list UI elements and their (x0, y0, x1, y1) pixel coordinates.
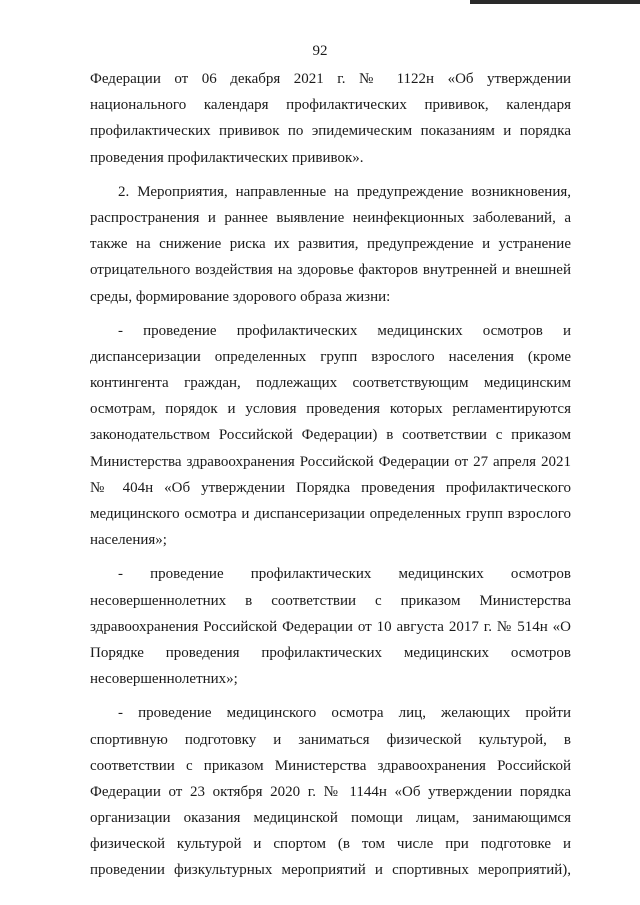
text-line: распространения и раннее выявление неинфекционных заболеваний, а (90, 209, 571, 226)
text-line: Порядке проведения профилактических медицинских осмотров (90, 644, 571, 661)
text-line: несовершеннолетних в соответствии с приказом Министерства (90, 592, 571, 609)
text-line: медицинского осмотра и диспансеризации определенных групп взрослого (90, 506, 571, 522)
text-line: - проведение медицинского осмотра лиц, желающих пройти (118, 705, 571, 722)
text-line: Федерации от 23 октября 2020 г. № 1144н «Об утверждении порядка (90, 783, 571, 800)
paragraph (90, 561, 571, 692)
text-line: осмотрам, порядок и условия проведения которых регламентируются (90, 401, 571, 418)
text-line: Федерации от 06 декабря 2021 г. № 1122н «Об утверждении (90, 71, 571, 87)
text-line: проведения профилактических прививок». (90, 149, 364, 166)
text-line: населения»; (90, 532, 167, 549)
text-line: Министерства здравоохранения Российской Федерации от 27 апреля 2021 (90, 453, 571, 470)
text-line: № 404н «Об утверждении Порядка проведения профилактического (90, 479, 571, 496)
text-line: здравоохранения Российской Федерации от 10 августа 2017 г. № 514н «О (90, 618, 571, 635)
paragraph-gap (90, 310, 571, 318)
text-line: среды, формирование здорового образа жизни: (90, 288, 391, 305)
text-line: - проведение профилактических медицинских осмотров и (118, 322, 571, 339)
text-line: - проведение профилактических медицинских осмотров (118, 566, 571, 583)
text-line: отрицательного воздействия на здоровье факторов внутренней и внешней (90, 262, 571, 279)
page-number: 92 (312, 43, 328, 59)
scan-edge-rule (470, 0, 640, 4)
paragraph (90, 700, 571, 883)
text-line: профилактических прививок по эпидемическим показаниям и порядка (90, 123, 571, 140)
paragraph (90, 179, 571, 310)
text-line: проведении физкультурных мероприятий и спортивных мероприятий), (90, 862, 571, 879)
document-body (90, 66, 571, 884)
paragraph-list (90, 66, 571, 884)
text-line: контингента граждан, подлежащих соответствующим медицинским (90, 375, 571, 392)
text-line: физической культурой и спортом (в том числе при подготовке и (90, 836, 571, 853)
text-line: несовершеннолетних»; (90, 671, 238, 688)
text-line: организации оказания медицинской помощи лицам, занимающимся (90, 810, 571, 827)
text-line: диспансеризации определенных групп взрослого населения (кроме (90, 348, 571, 365)
paragraph (90, 318, 571, 554)
text-line: спортивную подготовку и заниматься физической культурой, в (90, 731, 571, 748)
text-line: 2. Мероприятия, направленные на предупреждение возникновения, (118, 183, 571, 200)
text-line: соответствии с приказом Министерства здравоохранения Российской (90, 757, 571, 774)
text-line: также на снижение риска их развития, предупреждение и устранение (90, 236, 571, 253)
paragraph-gap (90, 171, 571, 179)
text-line: законодательством Российской Федерации) в соответствии с приказом (90, 427, 571, 444)
text-line: национального календаря профилактических прививок, календаря (90, 97, 571, 114)
paragraph-gap (90, 692, 571, 700)
paragraph-gap (90, 553, 571, 561)
paragraph (90, 66, 571, 171)
